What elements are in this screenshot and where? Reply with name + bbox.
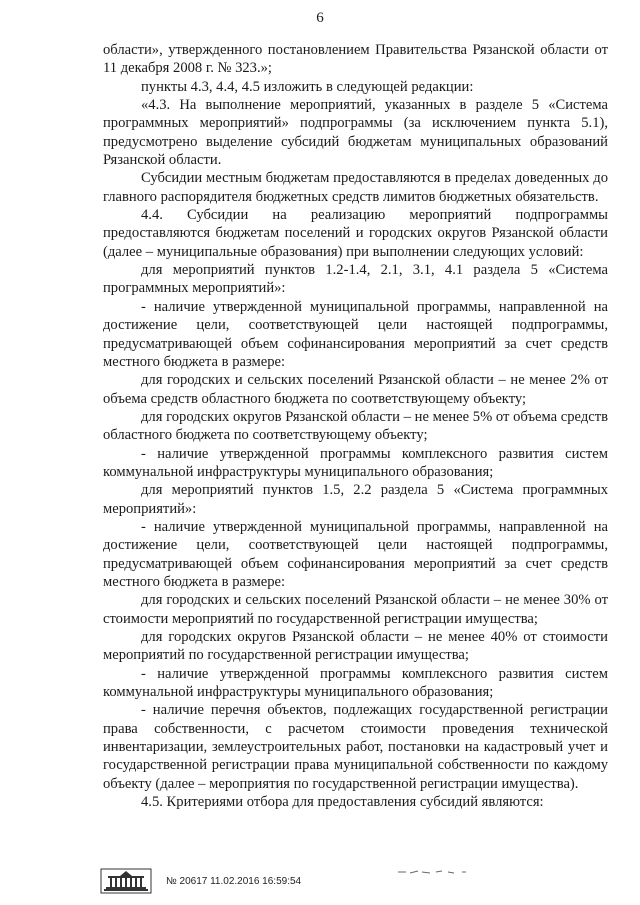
paragraph: Субсидии местным бюджетам предоставляются в пределах доведенных до главного распорядителя бюджетных средств лимитов бюджетных обязательств. — [103, 170, 608, 205]
paragraph: 4.4. Субсидии на реализацию мероприятий подпрограммы предоставляются бюджетам поселений и городских округов Рязанской области (далее – муниципальные образования) при выполнении следующих условий: — [103, 207, 608, 260]
registration-stamp: № 20617 11.02.2016 16:59:54 — [166, 875, 302, 887]
document-body — [103, 41, 608, 811]
scan-artifact — [396, 868, 476, 876]
paragraph: - наличие утвержденной программы комплексного развития систем коммунальной инфраструктуры муниципального образования; — [103, 445, 608, 480]
paragraph: пункты 4.3, 4.4, 4.5 изложить в следующей редакции: — [141, 78, 474, 95]
paragraph: для городских округов Рязанской области – не менее 40% от стоимости мероприятий по государственной регистрации имущества; — [103, 629, 608, 664]
paragraph: для городских и сельских поселений Рязанской области – не менее 2% от объема средств областного бюджета по соответствующему объекту; — [103, 372, 608, 407]
paragraph: - наличие утвержденной муниципальной программы, направленной на достижение цели, соответствующей цели настоящей подпрограммы, предусматривающей объем софинансирования мероприятий за счет средств местного бюджета в размере: — [103, 518, 608, 590]
paragraph: «4.3. На выполнение мероприятий, указанных в разделе 5 «Система программных мероприятий» подпрограммы (за исключением пункта 5.1), предусмотрено выделение субсидий бюджетам муниципальных образований Рязанской области. — [103, 97, 608, 169]
paragraph: для городских округов Рязанской области – не менее 5% от объема средств областного бюджета по соответствующему объекту; — [103, 408, 608, 444]
government-building-logo-icon — [100, 868, 152, 894]
paragraph: - наличие утвержденной муниципальной программы, направленной на достижение цели, соответствующей цели настоящей подпрограммы, предусматривающей объем софинансирования мероприятий за счет средств местного бюджета в размере: — [103, 298, 608, 370]
paragraph: для городских и сельских поселений Рязанской области – не менее 30% от стоимости мероприятий по государственной регистрации имущества; — [103, 592, 608, 627]
document-footer — [100, 866, 301, 896]
paragraph: для мероприятий пунктов 1.2-1.4, 2.1, 3.1, 4.1 раздела 5 «Система программных мероприятий»: — [103, 262, 608, 297]
paragraph: - наличие утвержденной программы комплексного развития систем коммунальной инфраструктуры муниципального образования; — [103, 665, 608, 701]
paragraph: области», утвержденного постановлением Правительства Рязанской области от 11 декабря 2008 г. № 323.»; — [103, 42, 608, 77]
paragraph: 4.5. Критериями отбора для предоставления субсидий являются: — [141, 794, 544, 811]
page-number: 6 — [316, 10, 324, 26]
paragraph: для мероприятий пунктов 1.5, 2.2 раздела 5 «Система программных мероприятий»: — [103, 482, 608, 517]
paragraph: - наличие перечня объектов, подлежащих государственной регистрации права собственности, с расчетом стоимости проведения технической инвентаризации, землеустроительных работ, постановки на кадастровый учет и государственной регистрации права муниципальной собственности по каждому объекту (далее – мероприятия по государственной регистрации имущества). — [103, 702, 608, 792]
